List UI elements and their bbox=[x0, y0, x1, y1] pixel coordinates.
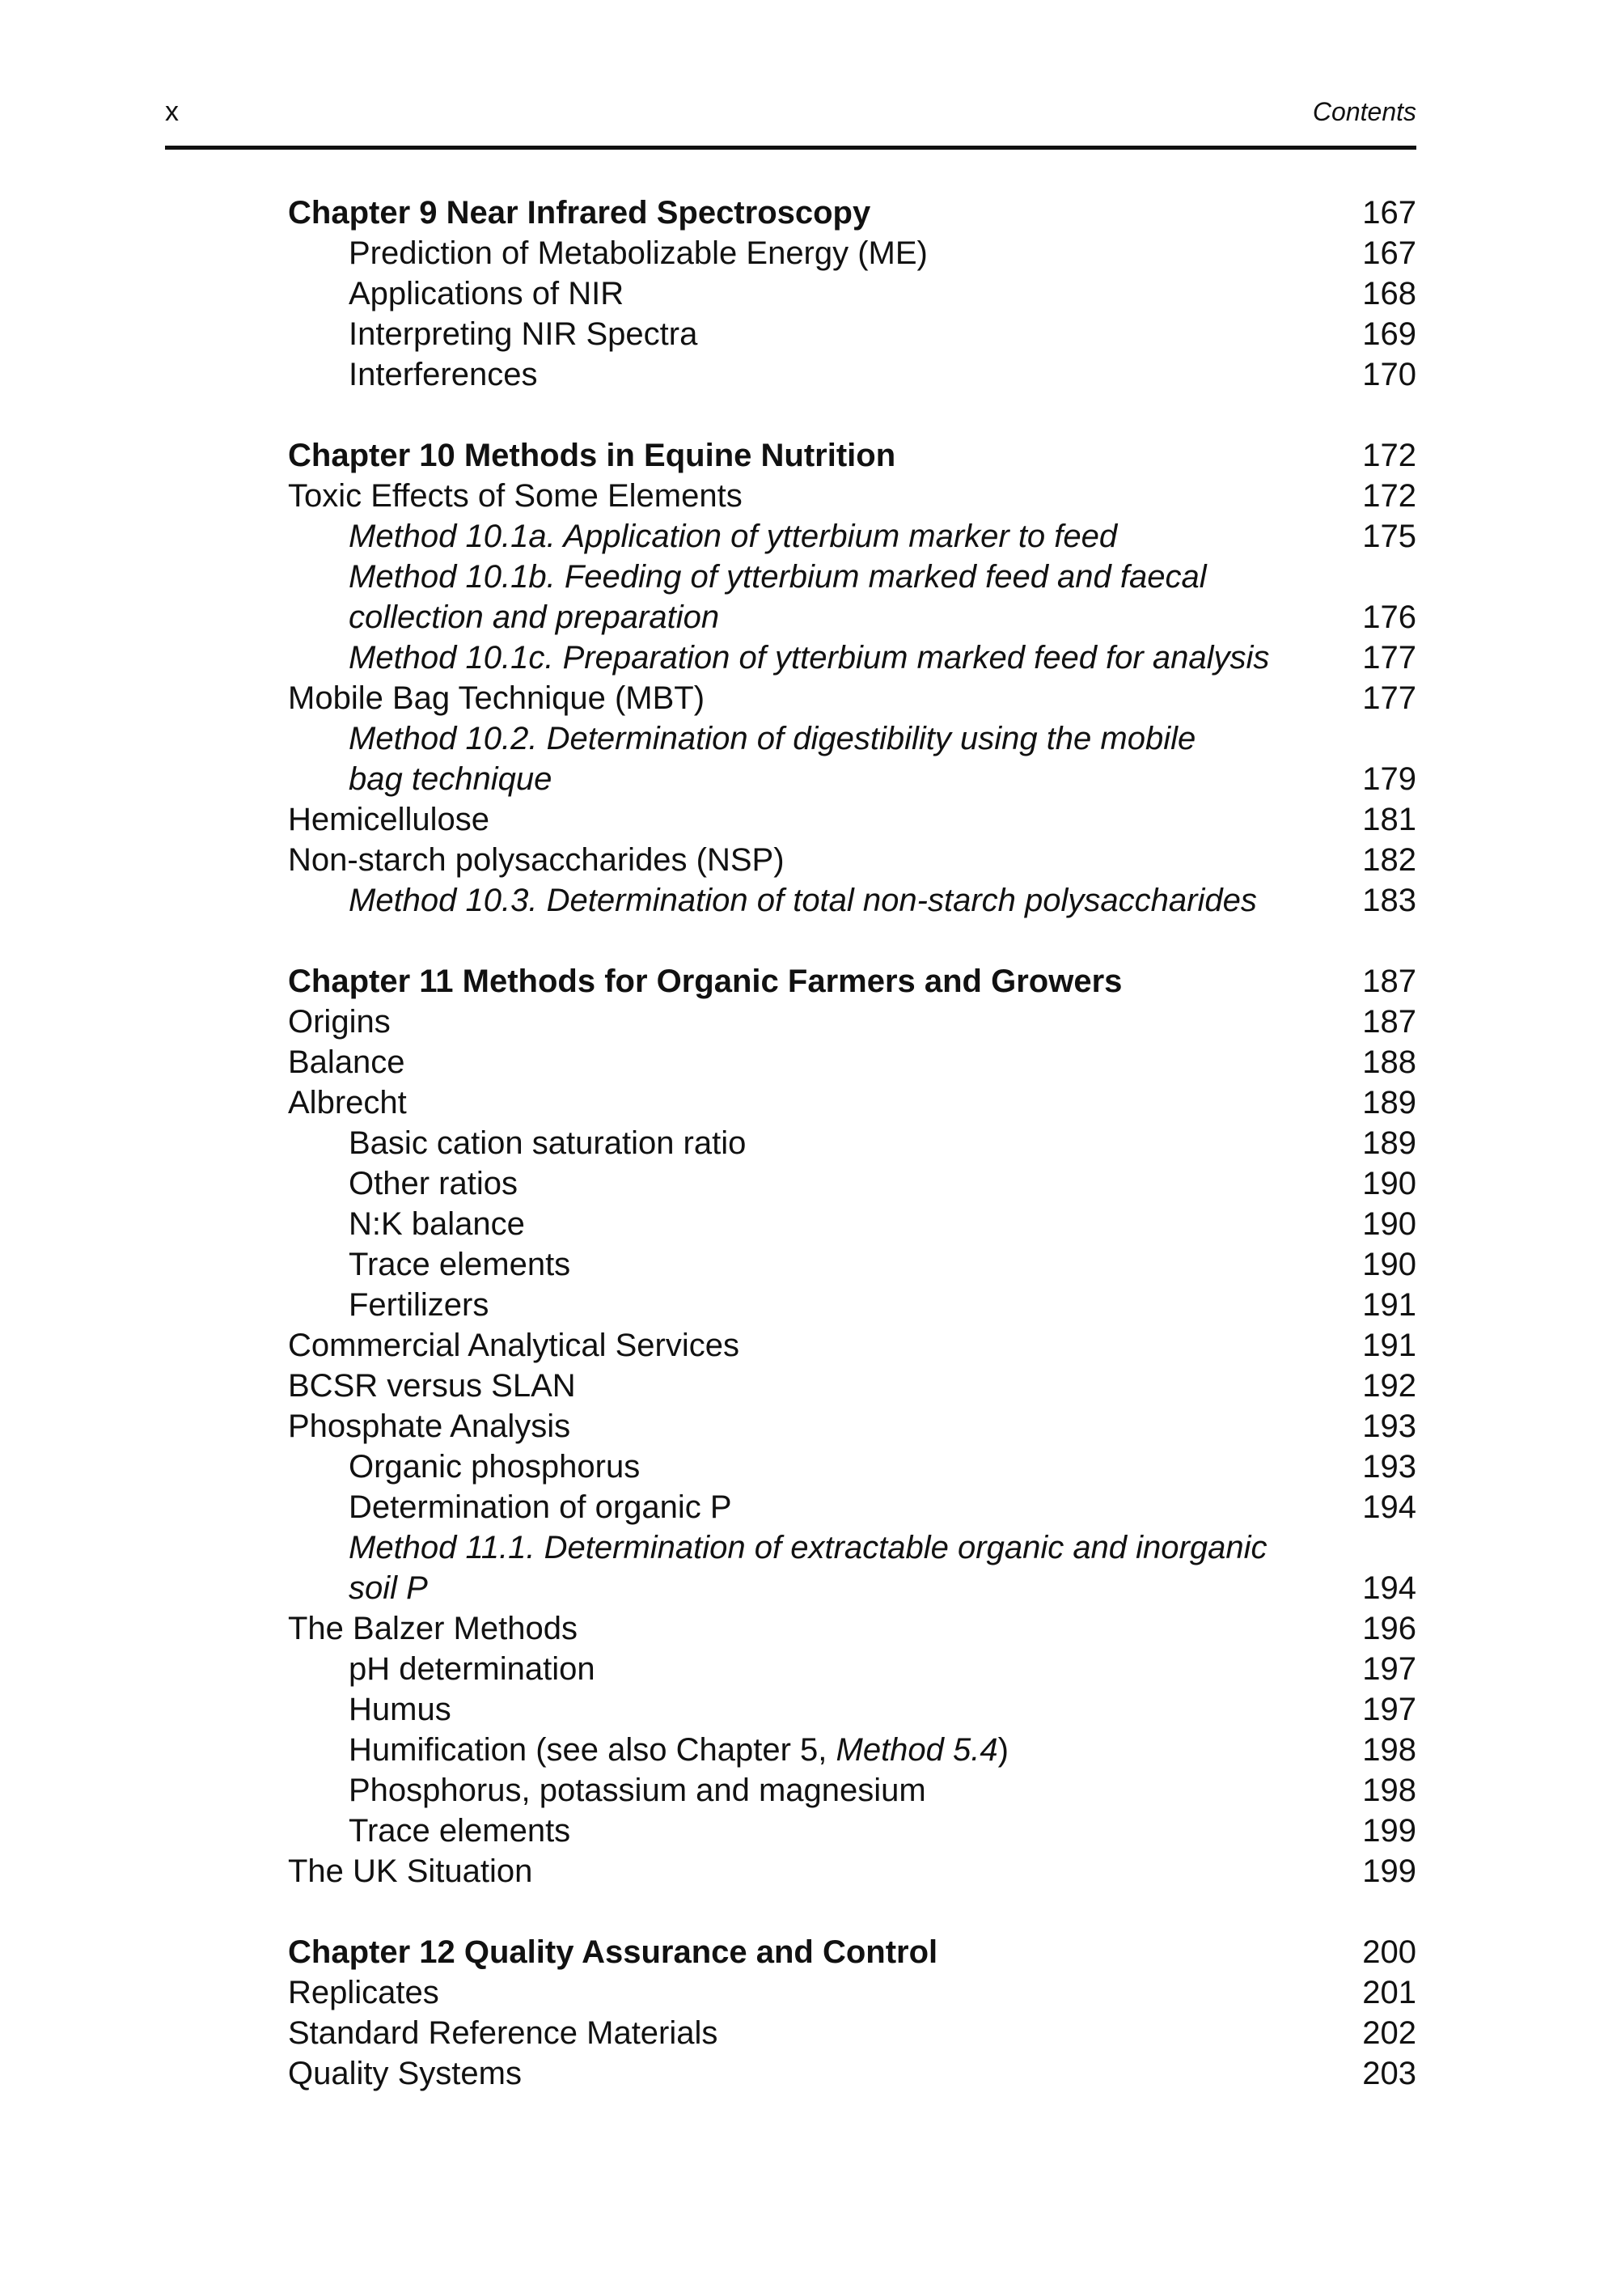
chapter-heading[interactable] bbox=[288, 193, 1416, 233]
toc-entry[interactable] bbox=[288, 1285, 1416, 1325]
entry-title-line-1: Method 11.1. Determination of extractable organic and inorganic bbox=[349, 1530, 1268, 1565]
chapter-11-section bbox=[288, 961, 1416, 1891]
entry-title: Method 10.3. Determination of total non-starch polysaccharides bbox=[349, 883, 1257, 918]
entry-title: The UK Situation bbox=[288, 1853, 533, 1889]
entry-title-part: Humification (see also Chapter 5, bbox=[349, 1732, 836, 1768]
chapter-heading[interactable] bbox=[288, 1932, 1416, 1972]
toc-entry[interactable] bbox=[288, 476, 1416, 516]
entry-title: Applications of NIR bbox=[349, 276, 624, 311]
toc-entry[interactable] bbox=[288, 1487, 1416, 1527]
page-number: 199 bbox=[1362, 1853, 1416, 1889]
entry-title-line-1: Method 10.1b. Feeding of ytterbium marked feed and faecal bbox=[349, 559, 1207, 595]
page-number: 193 bbox=[1362, 1449, 1416, 1485]
entry-title: Hemicellulose bbox=[288, 802, 489, 837]
page-number: 190 bbox=[1362, 1206, 1416, 1242]
entry-title: Basic cation saturation ratio bbox=[349, 1125, 747, 1161]
entry-title: Humus bbox=[349, 1692, 451, 1727]
entry-title: Commercial Analytical Services bbox=[288, 1328, 739, 1363]
entry-title: BCSR versus SLAN bbox=[288, 1368, 576, 1404]
entry-title: Method 10.1c. Preparation of ytterbium marked feed for analysis bbox=[349, 640, 1270, 676]
page-number: 179 bbox=[1362, 761, 1416, 797]
page-number: 172 bbox=[1362, 478, 1416, 514]
toc-entry[interactable] bbox=[288, 1123, 1416, 1163]
entry-title-method-ref: Method 5.4 bbox=[836, 1732, 998, 1768]
toc-entry[interactable] bbox=[288, 1002, 1416, 1042]
page-number: 169 bbox=[1362, 316, 1416, 352]
toc-entry[interactable] bbox=[288, 1042, 1416, 1082]
toc-entry[interactable] bbox=[288, 1649, 1416, 1689]
page-number: 191 bbox=[1362, 1287, 1416, 1323]
toc-entry[interactable] bbox=[288, 314, 1416, 354]
page-number: 190 bbox=[1362, 1247, 1416, 1282]
page-number: 190 bbox=[1362, 1166, 1416, 1201]
entry-title: Quality Systems bbox=[288, 2056, 522, 2091]
page-number: 172 bbox=[1362, 438, 1416, 473]
page-folio: x bbox=[165, 96, 179, 127]
toc-entry[interactable] bbox=[288, 1447, 1416, 1487]
page-number: 183 bbox=[1362, 883, 1416, 918]
page-number: 203 bbox=[1362, 2056, 1416, 2091]
entry-title: Albrecht bbox=[288, 1085, 407, 1120]
entry-title: pH determination bbox=[349, 1651, 595, 1687]
page-number: 200 bbox=[1362, 1934, 1416, 1970]
entry-title: Phosphate Analysis bbox=[288, 1409, 571, 1444]
chapter-12-section bbox=[288, 1932, 1416, 2094]
chapter-title: Chapter 9 Near Infrared Spectroscopy bbox=[288, 195, 871, 231]
chapter-title: Chapter 11 Methods for Organic Farmers and Growers bbox=[288, 964, 1123, 999]
page-number: 197 bbox=[1362, 1692, 1416, 1727]
page-number: 198 bbox=[1362, 1732, 1416, 1768]
entry-title: N:K balance bbox=[349, 1206, 525, 1242]
page-number: 167 bbox=[1362, 235, 1416, 271]
toc-entry[interactable] bbox=[288, 2013, 1416, 2053]
entry-title: Replicates bbox=[288, 1975, 439, 2010]
page-number: 201 bbox=[1362, 1975, 1416, 2010]
entry-title-line-2: soil P bbox=[349, 1570, 428, 1606]
page-number: 170 bbox=[1362, 357, 1416, 392]
entry-title: Non-starch polysaccharides (NSP) bbox=[288, 842, 785, 878]
entry-title: Determination of organic P bbox=[349, 1489, 732, 1525]
page-number: 168 bbox=[1362, 276, 1416, 311]
entry-title: Method 10.1a. Application of ytterbium marker to feed bbox=[349, 519, 1118, 554]
entry-title: Standard Reference Materials bbox=[288, 2015, 718, 2051]
entry-title: Mobile Bag Technique (MBT) bbox=[288, 680, 705, 716]
entry-title: Organic phosphorus bbox=[349, 1449, 641, 1485]
entry-title bbox=[288, 1730, 1352, 1770]
page-number: 189 bbox=[1362, 1125, 1416, 1161]
entry-title: Phosphorus, potassium and magnesium bbox=[349, 1773, 926, 1808]
toc-entry[interactable] bbox=[288, 1689, 1416, 1730]
entry-title: Trace elements bbox=[349, 1247, 571, 1282]
page-number: 167 bbox=[1362, 195, 1416, 231]
page-number: 187 bbox=[1362, 964, 1416, 999]
page-number: 181 bbox=[1362, 802, 1416, 837]
toc-entry[interactable] bbox=[288, 840, 1416, 880]
toc-entry[interactable] bbox=[288, 799, 1416, 840]
entry-title bbox=[288, 1527, 1352, 1608]
running-title: Contents bbox=[1312, 97, 1416, 126]
toc-entry[interactable] bbox=[288, 1770, 1416, 1811]
entry-title-line-1: Method 10.2. Determination of digestibility using the mobile bbox=[349, 721, 1196, 756]
page-number: 194 bbox=[1362, 1570, 1416, 1606]
page-number: 197 bbox=[1362, 1651, 1416, 1687]
entry-title-line-2: bag technique bbox=[349, 761, 552, 797]
page-number: 176 bbox=[1362, 599, 1416, 635]
page-number: 198 bbox=[1362, 1773, 1416, 1808]
page-number: 194 bbox=[1362, 1489, 1416, 1525]
toc-entry[interactable] bbox=[288, 1851, 1416, 1891]
entry-title: Toxic Effects of Some Elements bbox=[288, 478, 743, 514]
entry-title: Interferences bbox=[349, 357, 538, 392]
toc-entry[interactable] bbox=[288, 1366, 1416, 1406]
toc-method-entry[interactable] bbox=[288, 718, 1416, 799]
toc-entry[interactable] bbox=[288, 1730, 1416, 1770]
page-number: 188 bbox=[1362, 1044, 1416, 1080]
toc-entry[interactable] bbox=[288, 678, 1416, 718]
toc-entry[interactable] bbox=[288, 1082, 1416, 1123]
entry-title: Fertilizers bbox=[349, 1287, 489, 1323]
page-number: 192 bbox=[1362, 1368, 1416, 1404]
page-number: 196 bbox=[1362, 1611, 1416, 1646]
chapter-title: Chapter 10 Methods in Equine Nutrition bbox=[288, 438, 896, 473]
page-number: 177 bbox=[1362, 640, 1416, 676]
entry-title: Balance bbox=[288, 1044, 405, 1080]
chapter-9-section bbox=[288, 193, 1416, 395]
toc-entry[interactable] bbox=[288, 1163, 1416, 1204]
page-number: 202 bbox=[1362, 2015, 1416, 2051]
toc-entry[interactable] bbox=[288, 233, 1416, 273]
toc-entry[interactable] bbox=[288, 1244, 1416, 1285]
entry-title-line-2: collection and preparation bbox=[349, 599, 720, 635]
toc-method-entry[interactable] bbox=[288, 516, 1416, 557]
chapter-heading[interactable] bbox=[288, 961, 1416, 1002]
page-number: 193 bbox=[1362, 1409, 1416, 1444]
entry-title bbox=[288, 557, 1352, 638]
toc-entry[interactable] bbox=[288, 1811, 1416, 1851]
toc-entry[interactable] bbox=[288, 1972, 1416, 2013]
page-number: 175 bbox=[1362, 519, 1416, 554]
toc-entry[interactable] bbox=[288, 1608, 1416, 1649]
entry-title: Origins bbox=[288, 1004, 391, 1040]
entry-title: Interpreting NIR Spectra bbox=[349, 316, 698, 352]
chapter-10-section bbox=[288, 435, 1416, 921]
toc-entry[interactable] bbox=[288, 354, 1416, 395]
entry-title-part: ) bbox=[997, 1732, 1009, 1768]
table-of-contents bbox=[288, 193, 1416, 2134]
page-number: 182 bbox=[1362, 842, 1416, 878]
running-header bbox=[165, 95, 1416, 150]
toc-entry[interactable] bbox=[288, 273, 1416, 314]
toc-entry[interactable] bbox=[288, 1406, 1416, 1447]
page-number: 199 bbox=[1362, 1813, 1416, 1849]
entry-title: Other ratios bbox=[349, 1166, 518, 1201]
chapter-heading[interactable] bbox=[288, 435, 1416, 476]
page-number: 191 bbox=[1362, 1328, 1416, 1363]
entry-title bbox=[288, 718, 1352, 799]
toc-method-entry[interactable] bbox=[288, 638, 1416, 678]
toc-entry[interactable] bbox=[288, 1204, 1416, 1244]
page-number: 177 bbox=[1362, 680, 1416, 716]
entry-title: Prediction of Metabolizable Energy (ME) bbox=[349, 235, 928, 271]
toc-method-entry[interactable] bbox=[288, 557, 1416, 638]
toc-entry[interactable] bbox=[288, 2053, 1416, 2094]
toc-method-entry[interactable] bbox=[288, 1527, 1416, 1608]
chapter-title: Chapter 12 Quality Assurance and Control bbox=[288, 1934, 938, 1970]
toc-entry[interactable] bbox=[288, 1325, 1416, 1366]
page-number: 189 bbox=[1362, 1085, 1416, 1120]
entry-title: The Balzer Methods bbox=[288, 1611, 578, 1646]
toc-method-entry[interactable] bbox=[288, 880, 1416, 921]
entry-title: Trace elements bbox=[349, 1813, 571, 1849]
page-number: 187 bbox=[1362, 1004, 1416, 1040]
